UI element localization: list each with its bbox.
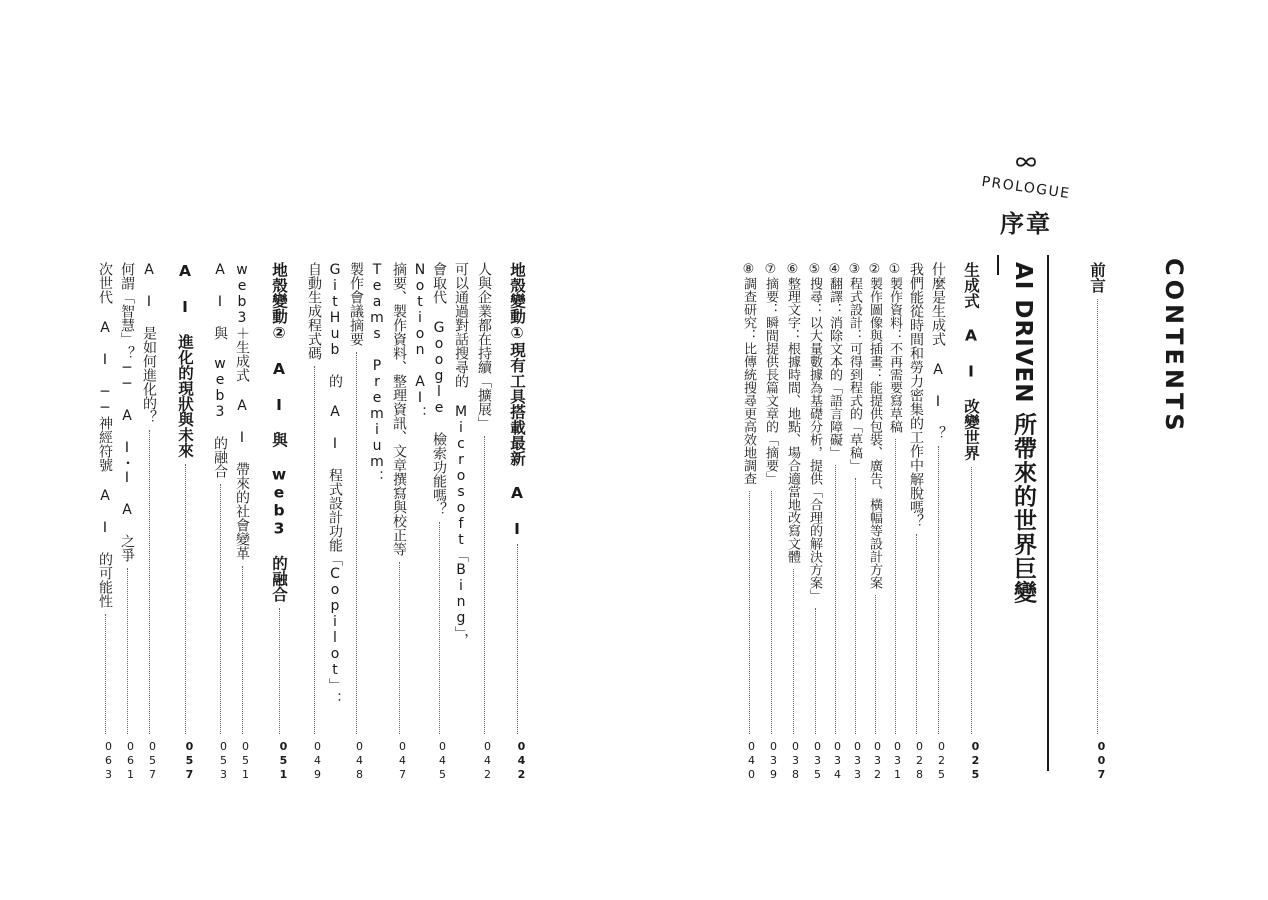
toc-entry-page: 042 bbox=[515, 740, 528, 782]
toc-entry bbox=[506, 262, 528, 782]
dot-leader bbox=[517, 544, 518, 734]
toc-entry-text: ⑧調查研究：比傳統搜尋更高效地調查 bbox=[741, 262, 756, 485]
toc-entry-page: 033 bbox=[851, 740, 864, 782]
toc-entry-text: 製作會議摘要 bbox=[348, 262, 364, 346]
toc-entry bbox=[960, 262, 982, 782]
toc-entry bbox=[325, 262, 345, 782]
infinity-logo-icon bbox=[1013, 154, 1039, 170]
toc-entry bbox=[139, 262, 159, 782]
toc-entry bbox=[762, 262, 780, 782]
toc-entry-text: ③程式設計：可得到程式的「草稿」 bbox=[847, 262, 862, 472]
toc-entry bbox=[367, 262, 387, 782]
toc-entry-page: 035 bbox=[811, 740, 824, 782]
prologue-title: 序章 bbox=[1000, 210, 1052, 238]
toc-entry bbox=[928, 262, 948, 782]
toc-entry-text: ⑤搜尋：以大量數據為基礎分析，提供「合理的解決方案」 bbox=[807, 262, 822, 602]
toc-entry bbox=[346, 262, 366, 782]
toc-entry bbox=[846, 262, 864, 782]
toc-entry-text: 人與企業都在持續「擴展」 bbox=[476, 262, 492, 430]
chapter-title: AI DRIVEN 所帶來的世界巨變 bbox=[1010, 262, 1036, 605]
toc-entry bbox=[740, 262, 758, 782]
chapter-rule bbox=[1047, 255, 1049, 771]
dot-leader bbox=[895, 439, 896, 734]
toc-entry bbox=[474, 262, 494, 782]
toc-entry bbox=[210, 262, 230, 782]
toc-entry bbox=[906, 262, 926, 782]
toc-entry-page: 040 bbox=[745, 740, 758, 782]
prologue-badge bbox=[978, 154, 1074, 240]
dot-leader bbox=[105, 614, 106, 734]
toc-entry-page: 047 bbox=[396, 740, 409, 782]
toc-entry bbox=[174, 262, 196, 782]
toc-entry-text: 前言 bbox=[1088, 262, 1106, 293]
dot-leader bbox=[185, 464, 186, 734]
toc-entry-text: 什麼是生成式 A I ？ bbox=[930, 262, 946, 440]
toc-entry-text: 自動生成程式碼 bbox=[306, 262, 322, 360]
contents-title: CONTENTS bbox=[1160, 258, 1188, 435]
dot-leader bbox=[938, 446, 939, 734]
toc-entry-text: ⑥整理文字：根據時間、地點、場合適當地改寫文體 bbox=[785, 262, 800, 563]
toc-entry-page: 031 bbox=[891, 740, 904, 782]
toc-entry-page: 025 bbox=[969, 740, 982, 782]
toc-entry-text: ④翻譯：消除文本的「語言障礙」 bbox=[827, 262, 842, 459]
dot-leader bbox=[835, 465, 836, 734]
toc-entry bbox=[232, 262, 252, 782]
toc-entry bbox=[117, 262, 137, 782]
toc-entry bbox=[1086, 262, 1108, 782]
toc-entry-text: 地殼變動①現有工具搭載最新 A I bbox=[508, 262, 526, 538]
toc-entry-text: web3＋生成式 A I 帶來的社會變革 bbox=[234, 262, 250, 560]
dot-leader bbox=[279, 608, 280, 734]
toc-entry-page: 057 bbox=[146, 740, 159, 782]
toc-entry-page: 061 bbox=[124, 740, 137, 782]
dot-leader bbox=[484, 436, 485, 734]
dot-leader bbox=[399, 562, 400, 734]
toc-entry bbox=[429, 262, 449, 782]
toc-entry-page: 039 bbox=[767, 740, 780, 782]
toc-entry-page: 042 bbox=[481, 740, 494, 782]
toc-entry-page: 045 bbox=[436, 740, 449, 782]
prologue-label: PROLOGUE bbox=[980, 173, 1072, 203]
toc-entry-page: 051 bbox=[239, 740, 252, 782]
dot-leader bbox=[149, 430, 150, 734]
toc-entry-text: GitHub 的 A I 程式設計功能「Copilot」： bbox=[327, 262, 343, 706]
dot-leader bbox=[855, 478, 856, 734]
chapter-rule bbox=[997, 255, 999, 275]
toc-entry-text: Notion AI： bbox=[412, 262, 428, 420]
toc-entry bbox=[95, 262, 115, 782]
dot-leader bbox=[815, 608, 816, 734]
toc-entry-page: 057 bbox=[183, 740, 196, 782]
toc-entry bbox=[451, 262, 471, 782]
toc-entry-text: 我們能從時間和勞力密集的工作中解脫嗎？ bbox=[908, 262, 924, 528]
toc-entry-page: 007 bbox=[1095, 740, 1108, 782]
toc-entry bbox=[389, 262, 409, 782]
dot-leader bbox=[242, 566, 243, 734]
toc-entry bbox=[784, 262, 802, 782]
dot-leader bbox=[439, 522, 440, 734]
toc-entry-text: ①製作資料：不再需要寫草稿 bbox=[887, 262, 902, 433]
toc-entry bbox=[886, 262, 904, 782]
dot-leader bbox=[356, 352, 357, 734]
toc-entry-text: A I 是如何進化的？ bbox=[141, 262, 157, 424]
dot-leader bbox=[771, 491, 772, 734]
dot-leader bbox=[916, 534, 917, 734]
toc-entry-page: 028 bbox=[913, 740, 926, 782]
toc-entry bbox=[410, 262, 430, 782]
toc-entry-page: 025 bbox=[935, 740, 948, 782]
toc-entry-text: ②製作圖像與插畫：能提供包裝、廣告、橫幅等設計方案 bbox=[867, 262, 882, 589]
toc-entry-page: 048 bbox=[353, 740, 366, 782]
toc-entry-text: ⑦摘要：瞬間提供長篇文章的「摘要」 bbox=[763, 262, 778, 485]
toc-entry-page: 038 bbox=[789, 740, 802, 782]
toc-entry-page: 032 bbox=[871, 740, 884, 782]
toc-entry-page: 053 bbox=[217, 740, 230, 782]
toc-entry-text: 會取代 Google 檢索功能嗎？ bbox=[431, 262, 447, 516]
toc-entry-text: A I 與 web3 的融合 bbox=[212, 262, 228, 478]
dot-leader bbox=[1097, 299, 1098, 734]
dot-leader bbox=[314, 366, 315, 734]
toc-entry-text: Teams Premium： bbox=[369, 262, 385, 484]
toc-entry bbox=[304, 262, 324, 782]
toc-entry-text: 次世代 A I ──神經符號 A I 的可能性 bbox=[97, 262, 113, 608]
toc-entry bbox=[806, 262, 824, 782]
dot-leader bbox=[875, 595, 876, 734]
toc-entry-page: 049 bbox=[311, 740, 324, 782]
toc-entry-page: 063 bbox=[102, 740, 115, 782]
toc-entry-text: 生成式 A I 改變世界 bbox=[962, 262, 980, 461]
toc-entry-text: 何謂「智慧」？── A I・I A 之爭 bbox=[119, 262, 135, 562]
toc-entry bbox=[826, 262, 844, 782]
toc-entry-page: 051 bbox=[277, 740, 290, 782]
toc-entry-text: 可以通過對話搜尋的 Microsoft「Bing」， bbox=[453, 262, 469, 647]
toc-entry-text: 地殼變動② A I 與 web3 的融合 bbox=[270, 262, 288, 602]
toc-entry bbox=[866, 262, 884, 782]
dot-leader bbox=[220, 484, 221, 734]
dot-leader bbox=[971, 467, 972, 735]
dot-leader bbox=[793, 569, 794, 734]
toc-entry-page: 034 bbox=[831, 740, 844, 782]
toc-entry-text: A I 進化的現狀與未來 bbox=[176, 262, 194, 458]
dot-leader bbox=[749, 491, 750, 734]
toc-entry-text: 摘要、製作資料、整理資訊、文章撰寫與校正等 bbox=[391, 262, 407, 556]
dot-leader bbox=[127, 568, 128, 734]
toc-entry bbox=[268, 262, 290, 782]
